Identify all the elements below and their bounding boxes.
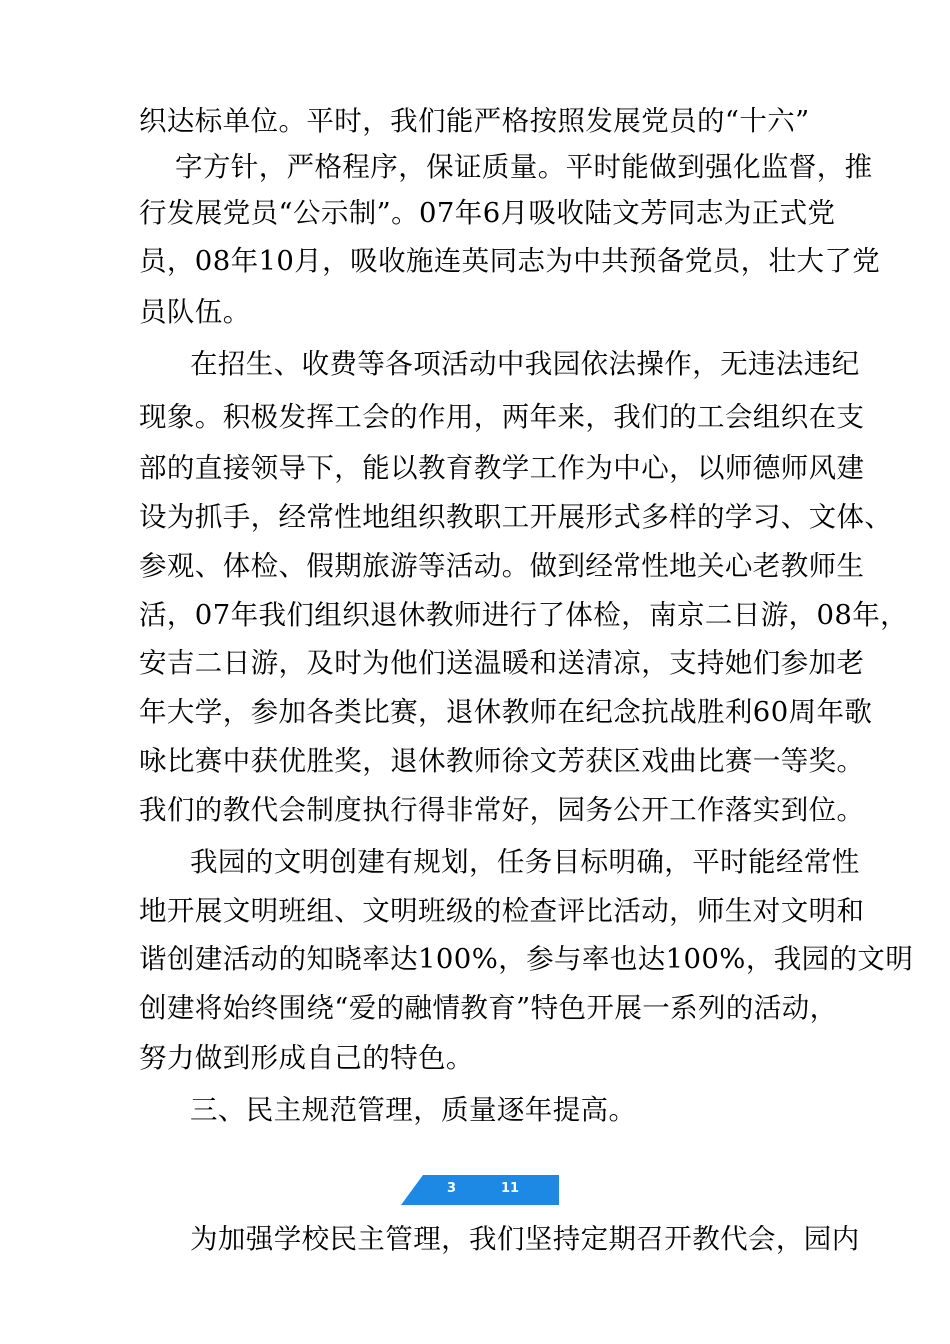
page-indicator	[401, 1175, 559, 1205]
current-page-number: 3	[447, 1181, 457, 1196]
text-line: 安吉二日游，及时为他们送温暖和送清凉，支持她们参加老	[139, 647, 865, 679]
text-line: 设为抓手，经常性地组织教职工开展形式多样的学习、文体、	[139, 501, 893, 533]
text-line: 行发展党员“公示制”。07年6月吸收陆文芳同志为正式党	[139, 197, 836, 229]
text-line: 参观、体检、假期旅游等活动。做到经常性地关心老教师生	[139, 550, 865, 582]
text-line: 现象。积极发挥工会的作用，两年来，我们的工会组织在支	[139, 401, 865, 433]
text-line: 咏比赛中获优胜奖，退休教师徐文芳获区戏曲比赛一等奖。	[139, 745, 865, 777]
text-line: 员，08年10月，吸收施连英同志为中共预备党员，壮大了党	[139, 245, 881, 277]
text-line: 部的直接领导下，能以教育教学工作为中心，以师德师风建	[139, 452, 865, 484]
text-line: 努力做到形成自己的特色。	[139, 1042, 474, 1074]
section-heading: 三、民主规范管理，质量逐年提高。	[190, 1094, 637, 1126]
page-indicator-shape	[401, 1175, 559, 1205]
text-line: 创建将始终围绕“爱的融情教育”特色开展一系列的活动，	[139, 992, 838, 1024]
text-line: 织达标单位。平时，我们能严格按照发展党员的“十六”	[139, 105, 810, 137]
text-line: 年大学，参加各类比赛，退休教师在纪念抗战胜利60周年歌	[139, 696, 873, 728]
text-line: 我园的文明创建有规划，任务目标明确，平时能经常性	[190, 846, 860, 878]
text-line: 为加强学校民主管理，我们坚持定期召开教代会，园内	[190, 1223, 860, 1255]
text-line: 字方针，严格程序，保证质量。平时能做到强化监督，推	[175, 151, 873, 183]
text-line: 活，07年我们组织退休教师进行了体检，南京二日游，08年，	[139, 599, 909, 631]
text-line: 员队伍。	[139, 296, 251, 328]
total-page-count: 11	[501, 1181, 520, 1196]
text-line: 地开展文明班组、文明班级的检查评比活动，师生对文明和	[139, 895, 865, 927]
text-line: 我们的教代会制度执行得非常好，园务公开工作落实到位。	[139, 794, 865, 826]
text-line: 在招生、收费等各项活动中我园依法操作，无违法违纪	[190, 348, 860, 380]
text-line: 谐创建活动的知晓率达100%，参与率也达100%，我园的文明	[139, 943, 914, 975]
